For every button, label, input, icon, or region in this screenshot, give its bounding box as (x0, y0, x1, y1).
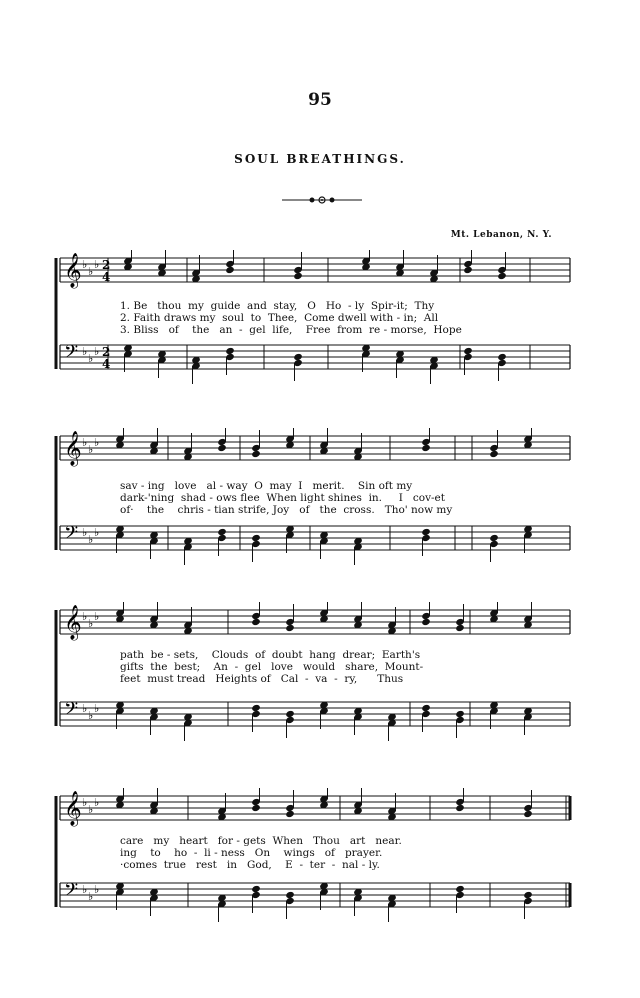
flat-sign: ♭ (88, 265, 94, 278)
flat-sign: ♭ (88, 533, 94, 546)
note-head (421, 618, 431, 626)
note-head (455, 624, 465, 632)
lyric-line: feet must tread Heights of Cal - va - ry, Thus (120, 673, 404, 685)
music-system-2 (50, 428, 580, 573)
bass-clef: 𝄢 (64, 523, 79, 548)
flat-sign: ♭ (82, 258, 88, 271)
note-head (497, 272, 507, 280)
flat-sign: ♭ (94, 883, 100, 896)
ornament-divider (282, 190, 362, 209)
note-head (285, 624, 295, 632)
bass-clef: 𝄢 (64, 699, 79, 724)
flat-sign: ♭ (88, 617, 94, 630)
flat-sign: ♭ (82, 883, 88, 896)
time-signature: 4 (102, 357, 111, 371)
music-system-3 (50, 602, 580, 752)
bass-clef: 𝄢 (64, 880, 79, 905)
lyric-line: care my heart for - gets When Thou art near. (120, 835, 402, 847)
flat-sign: ♭ (88, 352, 94, 365)
note-head (251, 618, 261, 626)
flat-sign: ♭ (94, 436, 100, 449)
note-head (455, 804, 465, 812)
flat-sign: ♭ (82, 526, 88, 539)
note-head (421, 444, 431, 452)
composer-credit: Mt. Lebanon, N. Y. (450, 230, 552, 240)
music-system-1 (50, 250, 580, 395)
bass-clef: 𝄢 (64, 342, 79, 367)
flat-sign: ♭ (94, 610, 100, 623)
flat-sign: ♭ (88, 709, 94, 722)
flat-sign: ♭ (82, 610, 88, 623)
treble-clef: 𝄞 (64, 605, 82, 640)
flat-sign: ♭ (82, 345, 88, 358)
lyric-line: 1. Be thou my guide and stay, O Ho - ly Spir-it; Thy (120, 300, 435, 312)
music-system-4 (50, 788, 580, 938)
flat-sign: ♭ (82, 702, 88, 715)
lyric-line: sav - ing love al - way O may I merit. Sin oft my (120, 480, 413, 492)
lyric-line: 3. Bliss of the an - gel life, Free from re - morse, Hope (120, 324, 462, 336)
lyric-line: 2. Faith draws my soul to Thee, Come dwell with - in; All (120, 312, 439, 324)
note-head (225, 266, 235, 274)
note-head (523, 810, 533, 818)
flat-sign: ♭ (88, 803, 94, 816)
flat-sign: ♭ (88, 443, 94, 456)
flat-sign: ♭ (88, 890, 94, 903)
time-signature: 2 (102, 258, 111, 272)
flat-sign: ♭ (82, 436, 88, 449)
flat-sign: ♭ (94, 258, 100, 271)
time-signature: 4 (102, 270, 111, 284)
lyric-line: path be - sets, Clouds of doubt hang drear; Earth's (120, 649, 421, 661)
note-head (293, 272, 303, 280)
flat-sign: ♭ (94, 345, 100, 358)
page-number: 95 (308, 90, 332, 110)
note-head (463, 266, 473, 274)
flat-sign: ♭ (94, 526, 100, 539)
lyric-line: ing to ho - li - ness On wings of prayer. (120, 847, 383, 859)
lyric-line: dark-'ning shad - ows flee When light shines in. I cov-et (120, 492, 445, 504)
lyric-line: gifts the best; An - gel love would share, Mount- (120, 661, 424, 673)
note-head (251, 804, 261, 812)
flat-sign: ♭ (94, 796, 100, 809)
flat-sign: ♭ (94, 702, 100, 715)
treble-clef: 𝄞 (64, 431, 82, 466)
treble-clef: 𝄞 (64, 791, 82, 826)
note-head (217, 444, 227, 452)
time-signature: 2 (102, 345, 111, 359)
note-head (489, 450, 499, 458)
treble-clef: 𝄞 (64, 253, 82, 288)
note-head (251, 450, 261, 458)
lyric-line: of· the chris - tian strife, Joy of the cross. Tho' now my (120, 504, 453, 516)
hymn-title: SOUL BREATHINGS. (234, 152, 406, 166)
lyric-line: ·comes true rest in God, E - ter - nal - ly. (120, 859, 380, 871)
note-head (285, 810, 295, 818)
flat-sign: ♭ (82, 796, 88, 809)
